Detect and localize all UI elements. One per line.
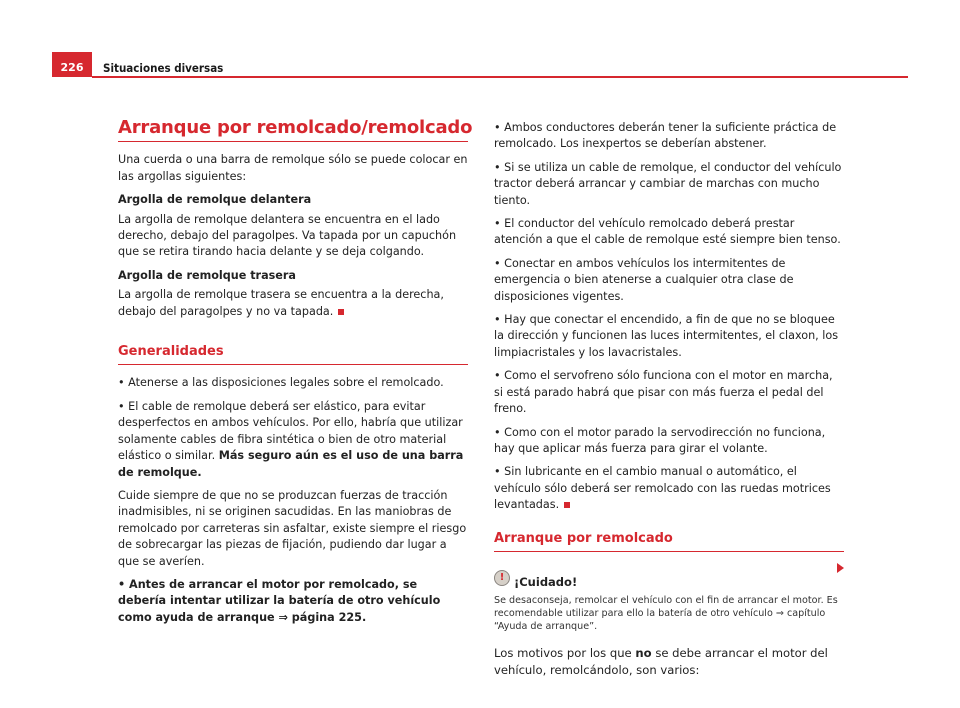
rear-ring-text-body: La argolla de remolque trasera se encuentra a la derecha, debajo del paragolpes y no va tapada. [118,288,444,318]
warning-icon: ! [494,570,510,586]
right-bullet-last-text: • Sin lubricante en el cambio manual o automático, el vehículo sólo deberá ser remolcado con las ruedas motrices levantadas. [494,465,831,512]
bullet-cable [118,399,468,481]
left-column [118,117,473,633]
front-ring-text: La argolla de remolque delantera se encuentra en el lado derecho, debajo del paragolpes. Va tapada por un capuchón que se retira tirando hacia delante y se deja colgando. [118,212,457,259]
right-bullet: • Hay que conectar el encendido, a fin de que no se bloquee la dirección y funcionen las luces intermitentes, el claxon, los limpiacristales y los lavacristales. [494,313,839,359]
warning-text: Se desaconseja, remolcar el vehículo con el fin de arrancar el motor. Es recomendable utilizar para ello la batería de otro vehículo ⇒ capítulo “Ayuda de arranque”. [494,595,838,633]
right-bullet: • Como el servofreno sólo funciona con el motor en marcha, si está parado habrá que pisar con más fuerza el pedal del freno. [494,369,833,416]
rear-ring-text [118,287,468,320]
generalidades-title: Generalidades [118,344,468,365]
subsection-title: Arranque por remolcado [494,531,844,552]
right-bullet: • Como con el motor parado la servodirección no funciona, hay que aplicar más fuerza para girar el volante. [494,425,826,455]
rear-ring-label: Argolla de remolque trasera [118,268,296,282]
right-bullet-last [494,464,844,513]
page-number: 226 [52,52,92,77]
right-bullet: • Ambos conductores deberán tener la suficiente práctica de remolcado. Los inexpertos se deberían abstener. [494,121,837,151]
right-column [494,120,844,685]
warning-box [494,571,844,633]
bullet-battery: • Antes de arrancar el motor por remolcado, se debería intentar utilizar la batería de otro vehículo como ayuda de arranque ⇒ página 225. [118,577,441,624]
bullet-cable-bold: Más seguro aún es el uso de una barra de remolque. [118,449,464,479]
right-bullet: • Si se utiliza un cable de remolque, el conductor del vehículo tractor deberá arrancar y cambiar de marchas con mucho tiento. [494,160,842,207]
header-rule [92,76,908,78]
intro-paragraph: Una cuerda o una barra de remolque sólo se puede colocar en las argollas siguientes: [118,153,468,183]
bullet-legal: • Atenerse a las disposiciones legales sobre el remolcado. [118,376,444,390]
section-title: Arranque por remolcado/remolcado [118,120,468,142]
care-paragraph: Cuide siempre de que no se produzcan fuerzas de tracción inadmisibles, ni se originen sacudidas. En las maniobras de remolcado por carreteras sin asfaltar, existe siempre el riesgo de sobrecargar las piezas de fijación, pudiendo dar lugar a que se averíen. [118,488,467,568]
motivos-bold: no [635,646,652,661]
motivos-prefix: Los motivos por los que [494,646,632,661]
front-ring-label: Argolla de remolque delantera [118,193,312,207]
right-bullet: • El conductor del vehículo remolcado deberá prestar atención a que el cable de remolque esté siempre bien tenso. [494,217,841,247]
bullet-cable-text: • El cable de remolque deberá ser elástico, para evitar desperfectos en ambos vehículos. Por ello, habría que utilizar solamente cables de fibra sintética o bien de otro material elástico o similar. [118,399,463,463]
chapter-title: Situaciones diversas [103,61,224,75]
right-bullet: • Conectar en ambos vehículos los intermitentes de emergencia o bien atenerse a cualquier otra clase de disposiciones vigentes. [494,256,794,303]
end-mark-icon [564,502,570,508]
end-mark-icon [338,309,344,315]
motivos-paragraph [494,645,844,678]
motivos-suffix: se debe arrancar el motor del vehículo, remolcándolo, son varios: [494,646,828,677]
warning-header [494,571,844,590]
warning-title: ¡Cuidado! [514,574,578,589]
continue-arrow-icon [837,563,844,573]
